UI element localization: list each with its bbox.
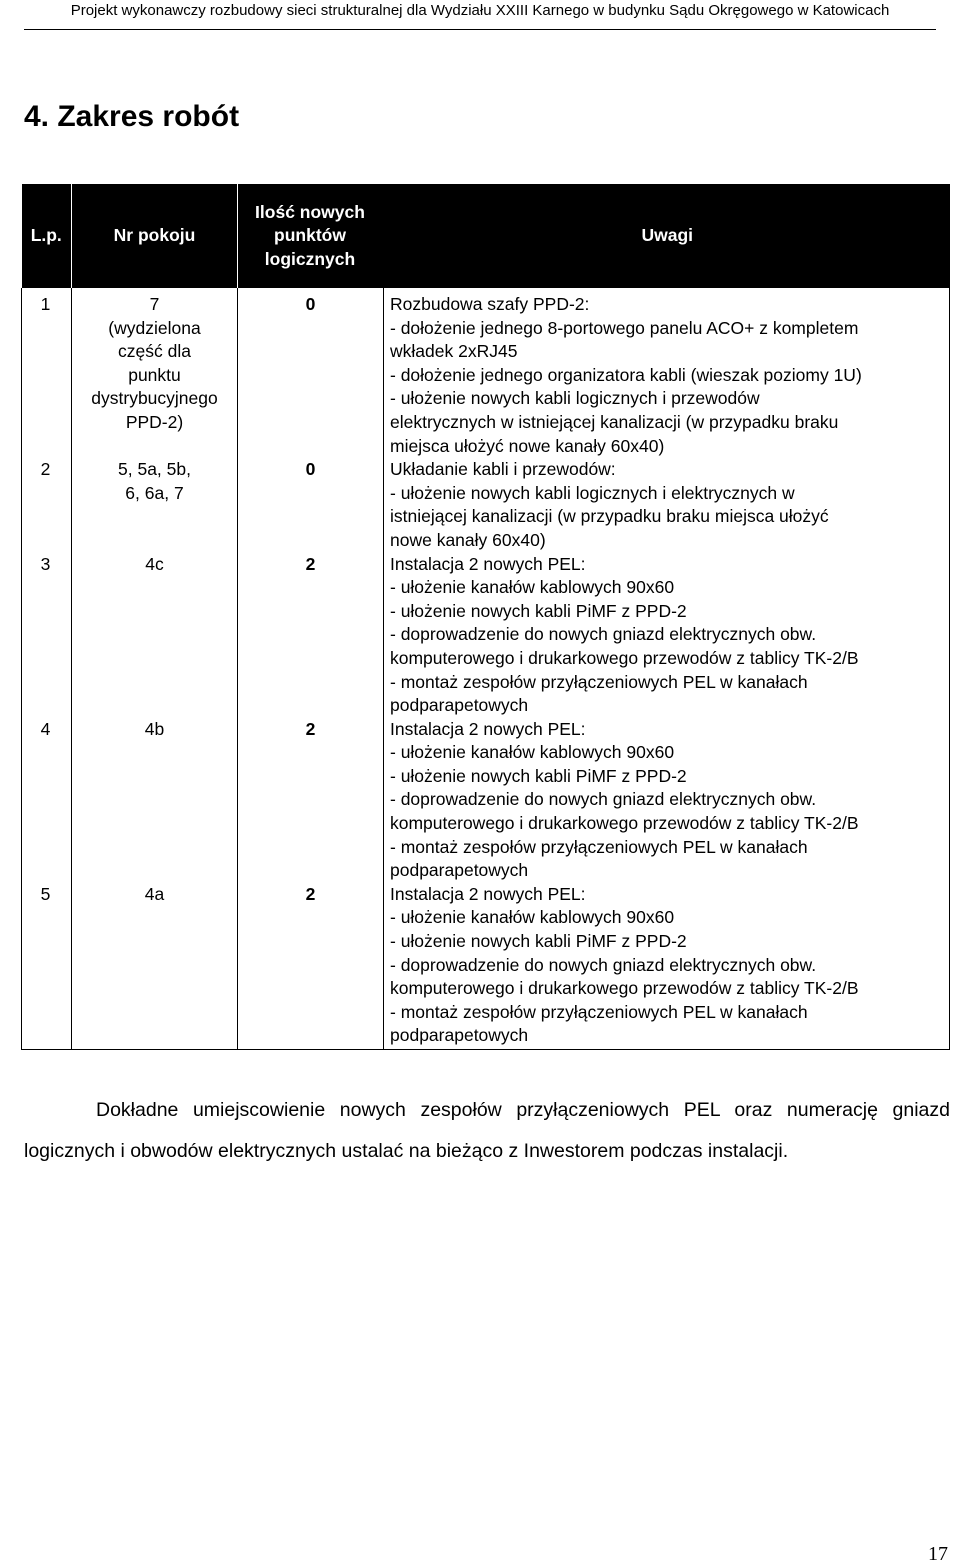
header-new-logical-points: Ilość nowych punktów logicznych [238,184,384,288]
closing-paragraph: Dokładne umiejscowienie nowych zespołów przyłączeniowych PEL oraz numerację gniazd logicznych i obwodów elektrycznych ustalać na bieżąco z Inwestorem podczas instalacji. [24,1099,950,1162]
page-number: 17 [928,1543,948,1565]
cell-lp: 2 [22,458,72,552]
table-header-row [22,184,950,288]
notes-line: - ułożenie nowych kabli logicznych i przewodów [390,388,760,409]
table-row [22,883,950,1050]
room-line: 7 [149,294,160,314]
notes-line: - ułożenie nowych kabli PiMF z PPD-2 [390,931,687,952]
notes-line: nowe kanały 60x40) [390,529,546,550]
notes-line: - doprowadzenie do nowych gniazd elektrycznych obw. [390,954,817,975]
room-line: 4b [144,718,165,739]
cell-notes [384,553,950,718]
notes-line: - montaż zespołów przyłączeniowych PEL w kanałach [390,671,808,692]
scope-of-works-table [21,184,950,1050]
cell-notes [384,718,950,883]
notes-line: - ułożenie kanałów kablowych 90x60 [390,577,675,598]
table-row [22,288,950,458]
cell-room-number [72,553,238,718]
notes-line: - dołożenie jednego organizatora kabli (wieszak poziomy 1U) [390,364,862,385]
header-lp: L.p. [22,184,72,288]
notes-line: Instalacja 2 nowych PEL: [390,883,586,904]
notes-line: - ułożenie kanałów kablowych 90x60 [390,742,675,763]
room-line: dystrybucyjnego [91,388,218,409]
room-line: część dla [118,341,191,362]
room-line: 6, 6a, 7 [125,482,184,503]
cell-notes [384,883,950,1050]
notes-line: - doprowadzenie do nowych gniazd elektrycznych obw. [390,789,817,810]
table-row [22,553,950,718]
cell-new-points-count: 0 [238,458,384,552]
notes-line: - ułożenie nowych kabli logicznych i elektrycznych w [390,482,795,503]
room-line: 4c [145,553,164,574]
notes-line: - montaż zespołów przyłączeniowych PEL w kanałach [390,836,808,857]
notes-line: elektrycznych w istniejącej kanalizacji (w przypadku braku [390,411,839,432]
room-line: (wydzielona [108,317,201,338]
room-line: punktu [128,364,181,385]
cell-notes [384,458,950,552]
notes-line: - ułożenie kanałów kablowych 90x60 [390,907,675,928]
notes-line: - doprowadzenie do nowych gniazd elektrycznych obw. [390,624,817,645]
cell-notes [384,288,950,458]
table-row [22,458,950,552]
running-header: Projekt wykonawczy rozbudowy sieci strukturalnej dla Wydziału XXIII Karnego w budynku Sądu Okręgowego w Katowicach [24,0,936,30]
notes-line: Instalacja 2 nowych PEL: [390,718,586,739]
cell-new-points-count: 2 [238,718,384,883]
notes-line: komputerowego i drukarkowego przewodów z tablicy TK-2/B [390,978,859,999]
notes-line: Układanie kabli i przewodów: [390,459,616,480]
notes-line: - ułożenie nowych kabli PiMF z PPD-2 [390,600,687,621]
header-room-number: Nr pokoju [72,184,238,288]
cell-room-number [72,288,238,458]
room-line: 5, 5a, 5b, [118,459,191,480]
notes-line: Rozbudowa szafy PPD-2: [390,294,590,314]
notes-line: - ułożenie nowych kabli PiMF z PPD-2 [390,765,687,786]
table-row [22,718,950,883]
table-body [22,288,950,1050]
notes-line: miejsca ułożyć nowe kanały 60x40) [390,435,665,456]
room-line: 4a [144,883,165,904]
notes-line: - dołożenie jednego 8-portowego panelu ACO+ z kompletem [390,317,859,338]
room-line: PPD-2) [125,411,184,432]
section-title: 4. Zakres robót [24,100,240,133]
cell-new-points-count: 2 [238,883,384,1050]
cell-room-number [72,718,238,883]
notes-line: komputerowego i drukarkowego przewodów z tablicy TK-2/B [390,647,859,668]
cell-lp: 1 [22,288,72,458]
cell-lp: 3 [22,553,72,718]
cell-room-number [72,883,238,1050]
notes-line: podparapetowych [390,1025,529,1046]
cell-room-number [72,458,238,552]
cell-new-points-count: 0 [238,288,384,458]
header-notes: Uwagi [384,184,950,288]
notes-line: wkładek 2xRJ45 [390,341,518,362]
cell-lp: 4 [22,718,72,883]
notes-line: - montaż zespołów przyłączeniowych PEL w kanałach [390,1001,808,1022]
notes-line: podparapetowych [390,860,529,881]
cell-new-points-count: 2 [238,553,384,718]
notes-line: Instalacja 2 nowych PEL: [390,553,586,574]
notes-line: istniejącej kanalizacji (w przypadku braku miejsca ułożyć [390,506,829,527]
notes-line: podparapetowych [390,695,529,716]
notes-line: komputerowego i drukarkowego przewodów z tablicy TK-2/B [390,813,859,834]
cell-lp: 5 [22,883,72,1050]
